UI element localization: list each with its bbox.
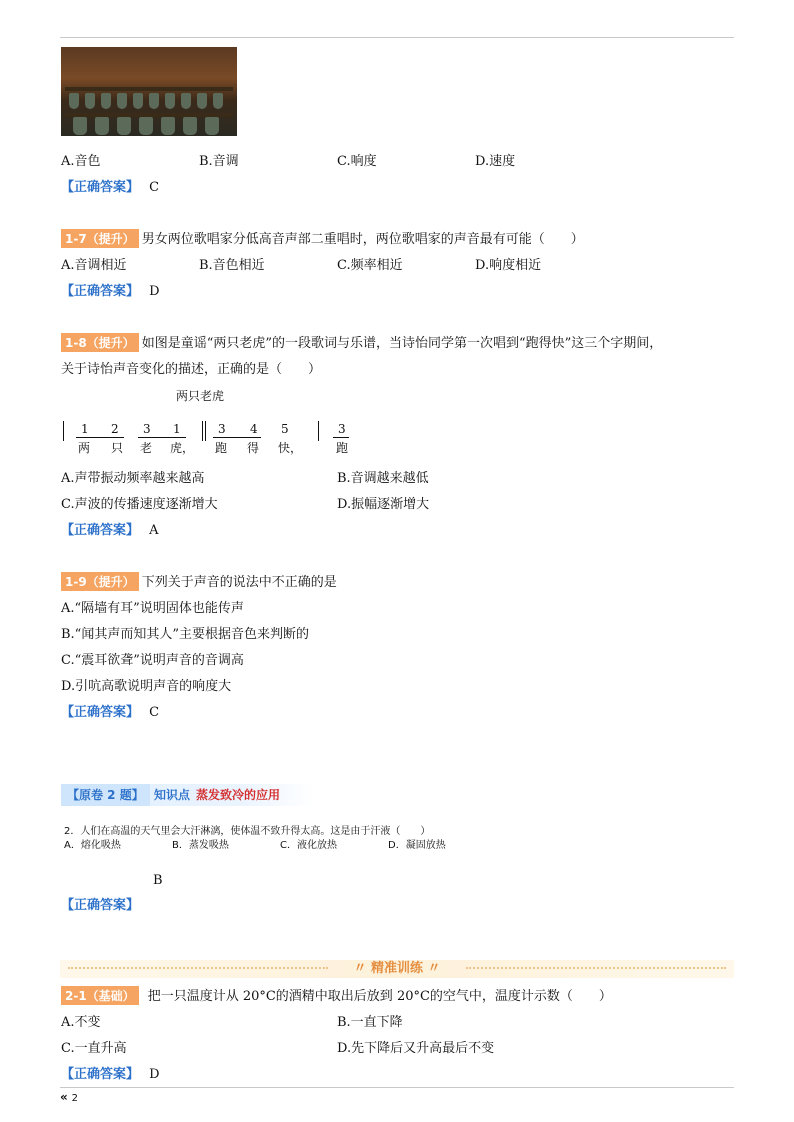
- knowledge-point-title: 蒸发致冷的应用: [196, 788, 281, 802]
- q1-7-option-d: D.响度相近: [475, 258, 542, 273]
- orig2-answer-value: B: [153, 873, 163, 888]
- orig2-stem: 2．人们在高温的天气里会大汗淋漓，使体温不致升得太高。这是由于汗液（ ）: [64, 826, 431, 837]
- score-lyric: 得: [247, 441, 260, 455]
- score-lyric: 跑: [215, 441, 228, 455]
- score-beam: [138, 437, 186, 438]
- q1-8-stem-line1: [61, 332, 662, 352]
- answer-value: A: [149, 523, 159, 538]
- q2-1-option-d: D.先下降后又升高最后不变: [337, 1041, 495, 1056]
- orig2-answer: [61, 894, 139, 913]
- score-lyric: 跑: [336, 441, 349, 455]
- q1-9-stem: [61, 571, 337, 591]
- q1-8-stem-line2: 关于诗怡声音变化的描述，正确的是（ ）: [61, 362, 322, 377]
- answer-label: 【正确答案】: [61, 898, 140, 913]
- section-header: [60, 960, 734, 978]
- score-note: 3: [218, 422, 226, 436]
- q1-8-option-d: D.振幅逐渐增大: [337, 497, 430, 512]
- answer-value: C: [149, 180, 160, 195]
- orig2-option-b: B．蒸发吸热: [172, 840, 229, 851]
- question-text: 男女两位歌唱家分低高音声部二重唱时，两位歌唱家的声音最有可能（ ）: [141, 232, 584, 247]
- q1-7-stem: [61, 228, 584, 248]
- q1-9-option-a: A.“隔墙有耳”说明固体也能传声: [61, 601, 244, 616]
- answer-value: C: [149, 705, 160, 720]
- score-barline: [202, 421, 203, 441]
- footer-rule: [60, 1087, 734, 1088]
- answer-label: 【正确答案】: [61, 180, 140, 195]
- q1-6-option-c: C.响度: [337, 154, 377, 169]
- score-note: 1: [173, 422, 181, 436]
- score-note: 1: [81, 422, 89, 436]
- knowledge-point: [154, 784, 280, 806]
- score-barline: [318, 421, 319, 441]
- q2-1-option-a: A.不变: [61, 1015, 101, 1030]
- page-number: 2: [71, 1093, 78, 1104]
- question-text: 下列关于声音的说法中不正确的是: [141, 575, 337, 590]
- answer-label: 【正确答案】: [61, 1067, 140, 1082]
- score-lyric: 老: [140, 441, 153, 455]
- q1-6-answer: [61, 176, 159, 195]
- knowledge-point-label: 知识点: [154, 788, 191, 802]
- score-barline: [63, 421, 64, 441]
- orig2-option-c: C．液化放热: [280, 840, 337, 851]
- q1-9-answer: [61, 701, 159, 720]
- q1-8-option-b: B.音调越来越低: [337, 471, 429, 486]
- q1-8-option-c: C.声波的传播速度逐渐增大: [61, 497, 218, 512]
- q1-9-option-d: D.引吭高歌说明声音的响度大: [61, 679, 232, 694]
- orig2-option-d: D．凝固放热: [388, 840, 446, 851]
- score-lyric: 两: [78, 441, 91, 455]
- q1-7-option-b: B.音色相近: [199, 258, 265, 273]
- footer-chevron-icon: «: [60, 1090, 68, 1104]
- q1-6-option-d: D.速度: [475, 154, 516, 169]
- score-note: 4: [250, 422, 258, 436]
- question-tag: 2-1（基础）: [61, 986, 139, 1005]
- score-lyric: 只: [111, 441, 124, 455]
- q1-7-answer: [61, 280, 160, 299]
- bianzhong-bells-photo: [61, 47, 237, 136]
- score-note: 3: [338, 422, 346, 436]
- q2-1-option-b: B.一直下降: [337, 1015, 403, 1030]
- orig2-option-a: A．熔化吸热: [64, 840, 121, 851]
- answer-label: 【正确答案】: [61, 705, 140, 720]
- original-question-label: 【原卷 2 题】: [61, 784, 150, 806]
- decorative-slashes-icon: 〃: [423, 961, 441, 976]
- q2-1-answer: [61, 1063, 160, 1082]
- q1-9-option-b: B.“闻其声而知其人”主要根据音色来判断的: [61, 627, 309, 642]
- score-beam: [76, 437, 124, 438]
- question-text: 如图是童谣“两只老虎”的一段歌词与乐谱，当诗怡同学第一次唱到“跑得快”这三个字期间，: [141, 336, 663, 351]
- question-tag: 1-8（提升）: [61, 333, 139, 352]
- score-beam: [213, 437, 261, 438]
- score-beam: [333, 437, 349, 438]
- q1-7-option-a: A.音调相近: [61, 258, 127, 273]
- q2-1-option-c: C.一直升高: [61, 1041, 127, 1056]
- q2-1-stem: [61, 985, 612, 1005]
- q1-8-answer: [61, 519, 159, 538]
- decorative-slashes-icon: 〃: [353, 961, 371, 976]
- q1-8-option-a: A.声带振动频率越来越高: [61, 471, 205, 486]
- score-note: 5: [281, 422, 289, 436]
- q1-6-option-a: A.音色: [61, 154, 101, 169]
- score-lyric: 虎，: [170, 441, 195, 455]
- q1-9-option-c: C.“震耳欲聋”说明声音的音调高: [61, 653, 244, 668]
- score-barline: [205, 421, 206, 441]
- question-text: 把一只温度计从 20°C的酒精中取出后放到 20°C的空气中，温度计示数（ ）: [147, 989, 612, 1004]
- header-rule: [60, 37, 734, 38]
- score-note: 2: [111, 422, 119, 436]
- answer-value: D: [149, 1067, 160, 1082]
- score-lyric: 快，: [278, 441, 303, 455]
- original-question-banner: [61, 784, 315, 806]
- score-note: 3: [143, 422, 151, 436]
- question-tag: 1-7（提升）: [61, 229, 139, 248]
- score-title: 两只老虎: [176, 389, 225, 403]
- answer-label: 【正确答案】: [61, 523, 140, 538]
- question-tag: 1-9（提升）: [61, 572, 139, 591]
- page-footer: [60, 1090, 78, 1104]
- q1-6-option-b: B.音调: [199, 154, 239, 169]
- answer-value: D: [149, 284, 160, 299]
- answer-label: 【正确答案】: [61, 284, 140, 299]
- section-title-text: 精准训练: [370, 961, 423, 976]
- section-title: [60, 960, 734, 978]
- q1-7-option-c: C.频率相近: [337, 258, 403, 273]
